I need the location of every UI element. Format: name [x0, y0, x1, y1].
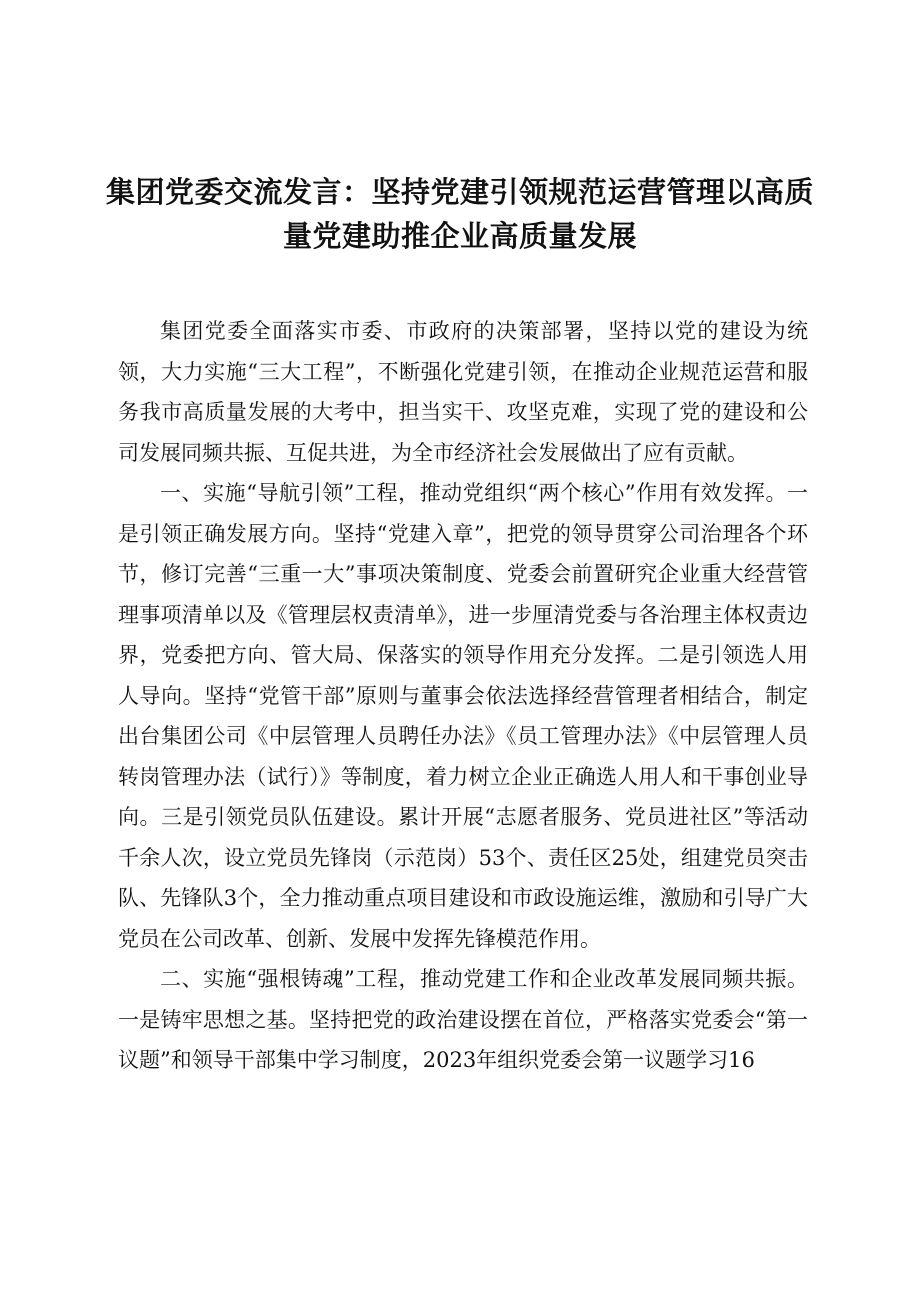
- document-body: [118, 311, 808, 1081]
- paragraph-intro: 集团党委全面落实市委、市政府的决策部署，坚持以党的建设为统领，大力实施“三大工程”，不断强化党建引领，在推动企业规范运营和服务我市高质量发展的大考中，担当实干、攻坚克难，实现了党的建设和公司发展同频共振、互促共进，为全市经济社会发展做出了应有贡献。: [118, 319, 808, 465]
- paragraph-section-1: 一、实施“导航引领”工程，推动党组织“两个核心”作用有效发挥。一是引领正确发展方向。坚持“党建入章”，把党的领导贯穿公司治理各个环节，修订完善“三重一大”事项决策制度、党委会前置研究企业重大经营管理事项清单以及《管理层权责清单》，进一步厘清党委与各治理主体权责边界，党委把方向、管大局、保落实的领导作用充分发挥。二是引领选人用人导向。坚持“党管干部”原则与董事会依法选择经营管理者相结合，制定出台集团公司《中层管理人员聘任办法》《员工管理办法》《中层管理人员转岗管理办法（试行）》等制度，着力树立企业正确选人用人和干事创业导向。三是引领党员队伍建设。累计开展“志愿者服务、党员进社区”等活动千余人次，设立党员先锋岗（示范岗）53个、责任区25处，组建党员突击队、先锋队3个，全力推动重点项目建设和市政设施运维，激励和引导广大党员在公司改革、创新、发展中发挥先锋模范作用。: [118, 481, 808, 951]
- paragraph-section-2: 二、实施“强根铸魂”工程，推动党建工作和企业改革发展同频共振。一是铸牢思想之基。坚持把党的政治建设摆在首位，严格落实党委会“第一议题”和领导干部集中学习制度，2023年组织党委会第一议题学习16: [118, 967, 808, 1072]
- document-title: [100, 170, 820, 258]
- title-line-2: 量党建助推企业高质量发展: [282, 219, 637, 253]
- title-line-1: 集团党委交流发言：坚持党建引领规范运营管理以高质: [105, 175, 814, 209]
